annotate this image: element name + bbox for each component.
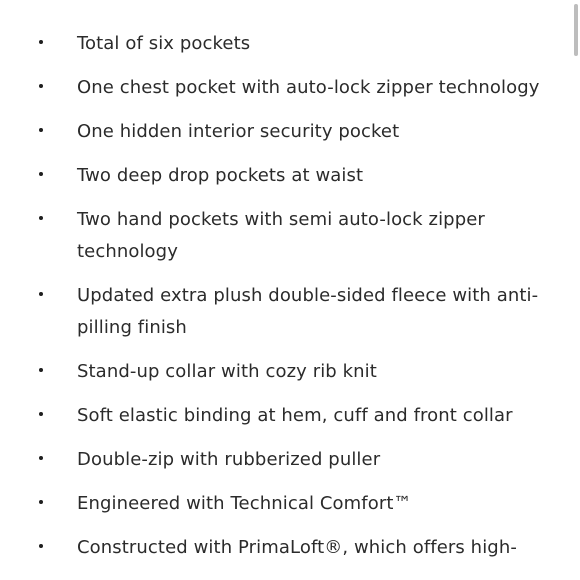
- list-item: [0, 28, 570, 60]
- bullet-icon: [39, 412, 43, 416]
- feature-bullet-list: [0, 28, 570, 576]
- list-item: [0, 444, 570, 476]
- list-item: [0, 280, 570, 344]
- bullet-icon: [39, 368, 43, 372]
- list-item: [0, 116, 570, 148]
- bullet-icon: [39, 216, 43, 220]
- bullet-icon: [39, 84, 43, 88]
- bullet-icon: [39, 292, 43, 296]
- list-item-text: Two hand pockets with semi auto-lock zipper technology: [77, 209, 485, 262]
- list-item-text: One chest pocket with auto-lock zipper technology: [77, 77, 540, 98]
- list-item: [0, 356, 570, 388]
- list-item: [0, 400, 570, 432]
- list-item: [0, 532, 570, 564]
- list-item-text: Two deep drop pockets at waist: [77, 165, 364, 186]
- list-item-text: Updated extra plush double-sided fleece with anti-pilling finish: [77, 285, 539, 338]
- list-item-text: One hidden interior security pocket: [77, 121, 400, 142]
- list-item: [0, 488, 570, 520]
- list-item-text: Engineered with Technical Comfort™: [77, 493, 412, 514]
- list-item: [0, 160, 570, 192]
- list-item-text: Constructed with PrimaLoft®, which offers high-: [77, 537, 517, 558]
- scrollbar-thumb[interactable]: [574, 4, 578, 56]
- bullet-icon: [39, 500, 43, 504]
- list-item-text: Soft elastic binding at hem, cuff and front collar: [77, 405, 513, 426]
- bullet-icon: [39, 544, 43, 548]
- list-item-text: Total of six pockets: [77, 33, 251, 54]
- list-item-text: Double-zip with rubberized puller: [77, 449, 381, 470]
- bullet-icon: [39, 172, 43, 176]
- list-item-text: Stand-up collar with cozy rib knit: [77, 361, 377, 382]
- bullet-icon: [39, 456, 43, 460]
- vertical-scrollbar[interactable]: [572, 0, 580, 580]
- list-item: [0, 72, 570, 104]
- list-item: [0, 204, 570, 268]
- bullet-icon: [39, 128, 43, 132]
- bullet-icon: [39, 40, 43, 44]
